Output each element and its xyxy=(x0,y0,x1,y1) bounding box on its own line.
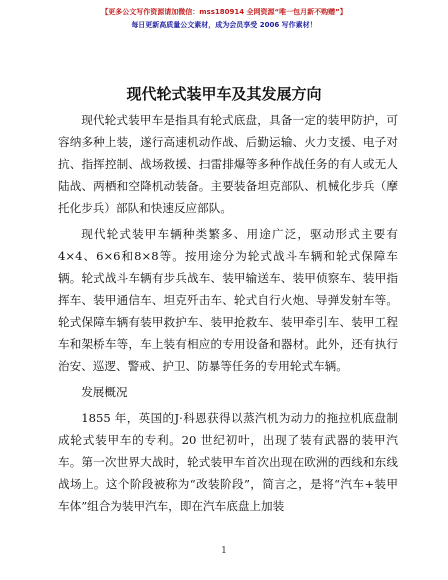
paragraph-types: 现代轮式装甲车辆种类繁多、用途广泛，驱动形式主要有4×4、6×6和8×8等。按用途分为轮式战斗车辆和轮式保障车辆。轮式战斗车辆有步兵战车、装甲输送车、装甲侦察车、装甲指挥车、装甲通信车、坦克歼击车、轮式自行火炮、导弹发射车等。轮式保障车辆有装甲救护车、装甲抢救车、装甲牵引车、装甲工程车和架桥车等，车上装有相应的专用设备和器材。此外，还有执行治安、巡逻、警戒、护卫、防暴等任务的专用轮式车辆。 xyxy=(58,227,398,373)
paragraph-history: 1855 年，英国的J·科恩获得以蒸汽机为动力的拖拉机底盘制成轮式装甲车的专利。20 世纪初叶，出现了装有武器的装甲汽车。第一次世界大战时，轮式装甲车首次出现在欧洲的西线和东线战场上。这个阶段被称为“改装阶段”，简言之，是将“汽车+装甲车体”组合为装甲汽车，即在汽车底盘上加装 xyxy=(58,411,398,513)
document-title: 现代轮式装甲车及其发展方向 xyxy=(126,85,322,103)
promo-line-2: 每日更新高质量公文素材，成为会员享受 2006 写作素材！ xyxy=(131,21,317,29)
section-heading: 发展概况 xyxy=(81,385,128,399)
promo-banner xyxy=(60,6,388,32)
document-body xyxy=(58,109,398,517)
page-number: 1 xyxy=(221,546,227,556)
promo-line-1: 【更多公文写作资源请加微信：mss180914 全网资源“唯一包月新不购赠”】 xyxy=(101,8,347,16)
paragraph-intro: 现代轮式装甲车是指具有轮式底盘，具备一定的装甲防护，可容纳多种上装，遂行高速机动作战、后勤运输、火力支援、电子对抗、指挥控制、战场救援、扫雷排爆等多种作战任务的有人或无人陆战、两栖和空降机动装备。主要装备坦克部队、机械化步兵（摩托化步兵）部队和快速反应部队。 xyxy=(58,113,398,215)
